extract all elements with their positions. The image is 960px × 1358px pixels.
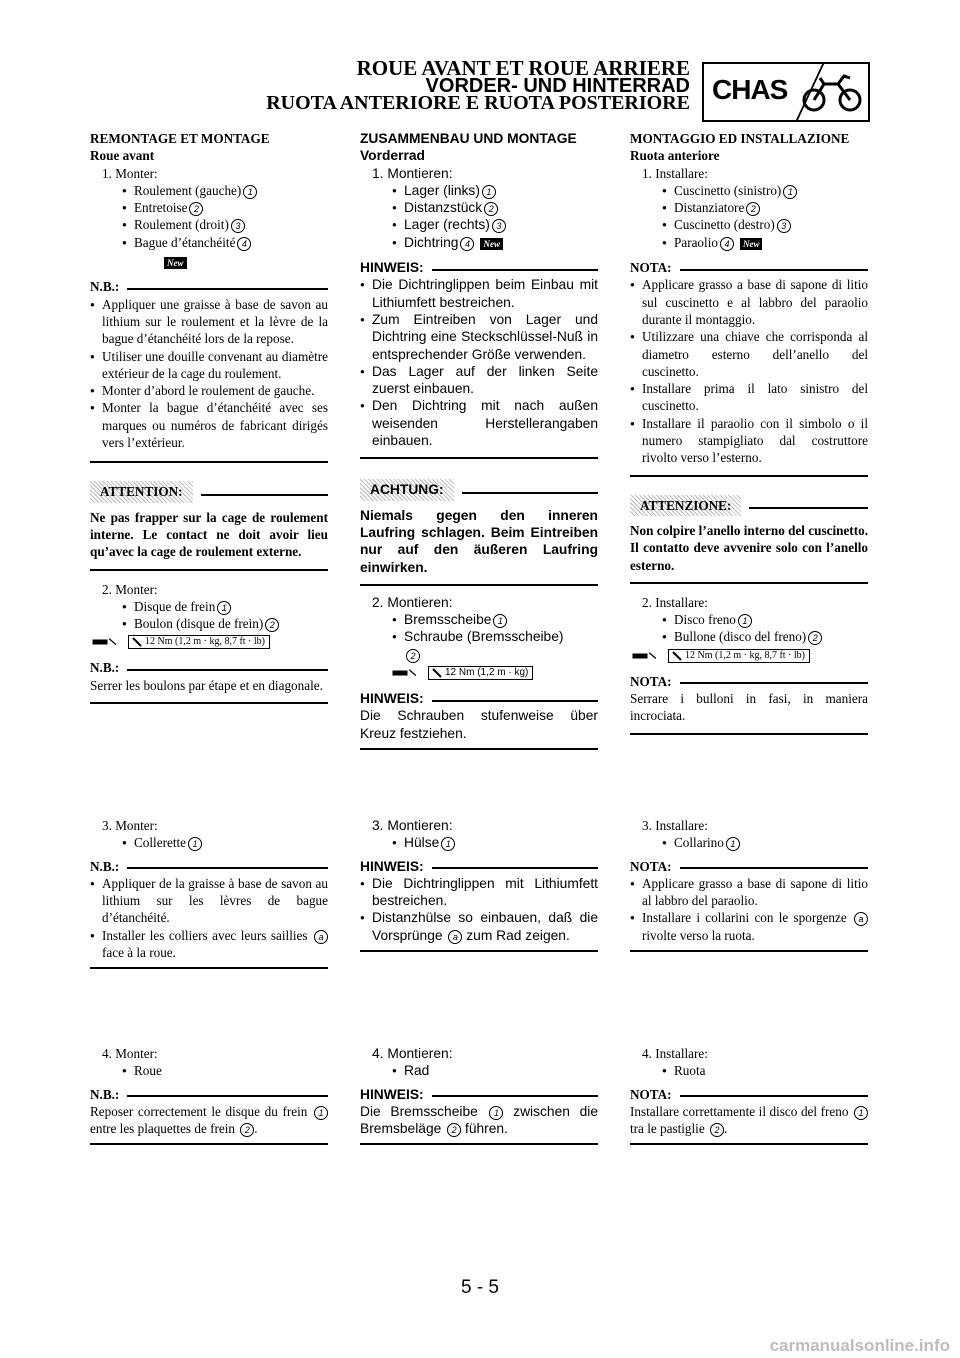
new-icon: New [164,257,187,269]
it-step-1-items [630,182,868,251]
header-title-de: VORDER- UND HINTERRAD [425,75,690,97]
list-item: ● Cuscinetto (destro) 3 [662,216,868,233]
fr-step-2: 2. Monter: [102,581,158,597]
de-step-2-items [360,611,598,663]
de-section-1 [360,130,598,750]
fr-section-1 [90,130,328,704]
fr-note-4: N.B.: Reposer correctement le disque du frein 1 entre les plaquettes de frein 2 . [90,1086,328,1146]
list-item: ● Bullone (disco del freno) 2 [662,628,868,645]
it-step-1: 1. Installare: [642,165,708,181]
chas-label: CHAS [712,74,788,105]
wrench-icon [132,637,142,647]
de-note-2: HINWEIS: Die Schrauben stufenweise über Kreuz festziehen. [360,690,598,750]
tighten-icon [90,637,120,647]
list-item: ● Cuscinetto (sinistro) 1 [662,182,868,199]
list-item: ● Boulon (disque de frein) 2 [122,615,328,632]
de-section-3 [360,817,598,952]
chas-badge [702,62,870,122]
fr-step-1: 1. Monter: [102,165,158,181]
list-item: ● Distanzstück 2 [392,199,598,216]
new-icon: New [740,238,763,250]
de-torque: 12 Nm (1,2 m · kg) [390,666,598,680]
fr-note-2: N.B.: Serrer les boulons par étape et en diagonale. [90,659,328,704]
it-caution: ATTENZIONE: Non colpire l’anello interno del cuscinetto. Il contatto deve avvenire solo con l’anello esterno. [630,495,868,584]
fr-section-3 [90,817,328,969]
list-item: ● Roulement (gauche) 1 [122,182,328,199]
de-step-3: 3. Montieren: [372,818,453,833]
list-item: ● Dichtring 4 New [392,234,598,251]
watermark: carmanualsonline.info [769,1336,950,1355]
list-item: ● Ruota [662,1062,868,1079]
de-step-2: 2. Montieren: [372,594,453,610]
fr-note-3: N.B.: ● Appliquer de la graisse à base de savon au lithium sur les lèvres de bague d’étanchéité. ● Installer les colliers avec leurs saillies a face à la roue. [90,858,328,970]
de-step-4: 4. Montieren: [372,1046,453,1061]
it-note-4: NOTA: Installare correttamente il disco del freno 1 tra le pastiglie 2 . [630,1086,868,1146]
de-step-1: 1. Montieren: [372,165,453,181]
list-item: ● Roulement (droit) 3 [122,216,328,233]
it-step-4: 4. Installare: [642,1046,708,1061]
list-item: ● Collerette 1 [122,834,328,851]
fr-torque: 12 Nm (1,2 m · kg, 8,7 ft · lb) [90,635,328,649]
list-item: ● Schraube (Bremsscheibe) 2 [392,628,598,663]
it-step-2-items [630,611,868,646]
it-torque: 12 Nm (1,2 m · kg, 8,7 ft · lb) [630,649,868,663]
list-item: ● Entretoise 2 [122,199,328,216]
fr-step-1-items [90,182,328,251]
it-subtitle: Ruota anteriore [630,148,720,164]
page-number: 5 - 5 [460,1277,500,1298]
de-step-1-items [360,182,598,251]
list-item: ● Lager (links) 1 [392,182,598,199]
it-note-1: NOTA: ● Applicare grasso a base di sapone di litio sul cuscinetto e al labbro del paraolio durante il montaggio. ● Utilizzare una chiave che corrisponda al diametro esterno dell’anello del cuscinetto. ● Installare prima il lato sinistro del cuscinetto. ● Installare il paraolio con il simbolo o il numero stampigliato dal costruttore rivolto verso l’esterno. [630,259,868,477]
list-item: ● Rad [392,1062,598,1079]
de-caution: ACHTUNG: Niemals gegen den inneren Laufring schlagen. Beim Eintreiben nur auf den äußeren Laufring einwirken. [360,479,598,585]
tighten-icon [390,668,420,678]
fr-title: REMONTAGE ET MONTAGE [90,131,270,146]
tighten-icon [630,651,660,661]
header-title-it: RUOTA ANTERIORE E RUOTA POSTERIORE [266,92,690,114]
de-note-3: HINWEIS: ● Die Dichtringlippen mit Lithiumfett bestreichen. ● Distanzhülse so einbauen, daß die Vorsprünge a zum Rad zeigen. [360,858,598,952]
de-title: ZUSAMMENBAU UND MONTAGE [360,131,577,146]
it-step-2: 2. Installare: [642,594,708,610]
list-item: ● Bague d’étanchéité 4 [122,234,328,251]
it-step-3: 3. Installare: [642,818,708,833]
fr-note-1: N.B.: ● Appliquer une graisse à base de savon au lithium sur le roulement et la lèvre de la bague d’étanchéité lors de la repose. ● Utiliser une douille convenant au diamètre extérieur de la cage du roulement. ● Monter d’abord le roulement de gauche. ● Monter la bague d’étanchéité avec ses marques ou numéros de fabricant dirigés vers l’extérieur. [90,278,328,463]
list-item: ● Disco freno 1 [662,611,868,628]
motorcycle-icon [800,70,864,114]
fr-step-3: 3. Monter: [102,818,158,833]
it-note-2: NOTA: Serrare i bulloni in fasi, in maniera incrociata. [630,673,868,735]
list-item: ● Distanziatore 2 [662,199,868,216]
header-title-fr: ROUE AVANT ET ROUE ARRIERE [356,56,690,80]
list-item: ● Lager (rechts) 3 [392,216,598,233]
list-item: ● Hülse 1 [392,834,598,851]
it-section-3 [630,817,868,952]
list-item: ● Paraolio 4 New [662,234,868,251]
fr-step-4: 4. Monter: [102,1046,158,1061]
list-item: ● Roue [122,1062,328,1079]
de-note-1: HINWEIS: ● Die Dichtringlippen beim Einbau mit Lithiumfett bestreichen. ● Zum Eintreiben von Lager und Dichtring eine Steckschlüssel-Nuß in entsprechender Größe verwenden. ● Das Lager auf der linken Seite zuerst einbauen. ● Den Dichtring mit nach außen weisenden Herstellerangaben einbauen. [360,259,598,459]
it-title: MONTAGGIO ED INSTALLAZIONE [630,131,850,146]
de-subtitle: Vorderrad [360,148,425,164]
wrench-icon [672,651,682,661]
it-note-3: NOTA: ● Applicare grasso a base di sapone di litio al labbro del paraolio. ● Installare i collarini con le sporgenze a rivolte verso la ruota. [630,858,868,952]
wrench-icon [432,668,442,678]
fr-caution: ATTENTION: Ne pas frapper sur la cage de roulement interne. Le contact ne doit avoir lieu qu’avec la cage de roulement externe. [90,481,328,570]
fr-step-2-items [90,598,328,633]
new-icon: New [480,238,503,250]
it-section-4 [630,1045,868,1145]
list-item: ● Collarino 1 [662,834,868,851]
fr-section-4 [90,1045,328,1145]
de-note-4: HINWEIS: Die Bremsscheibe 1 zwischen die Bremsbeläge 2 führen. [360,1086,598,1146]
fr-subtitle: Roue avant [90,148,155,164]
list-item: ● Disque de frein 1 [122,598,328,615]
de-section-4 [360,1045,598,1145]
it-section-1 [630,130,868,735]
list-item: ● Bremsscheibe 1 [392,611,598,628]
